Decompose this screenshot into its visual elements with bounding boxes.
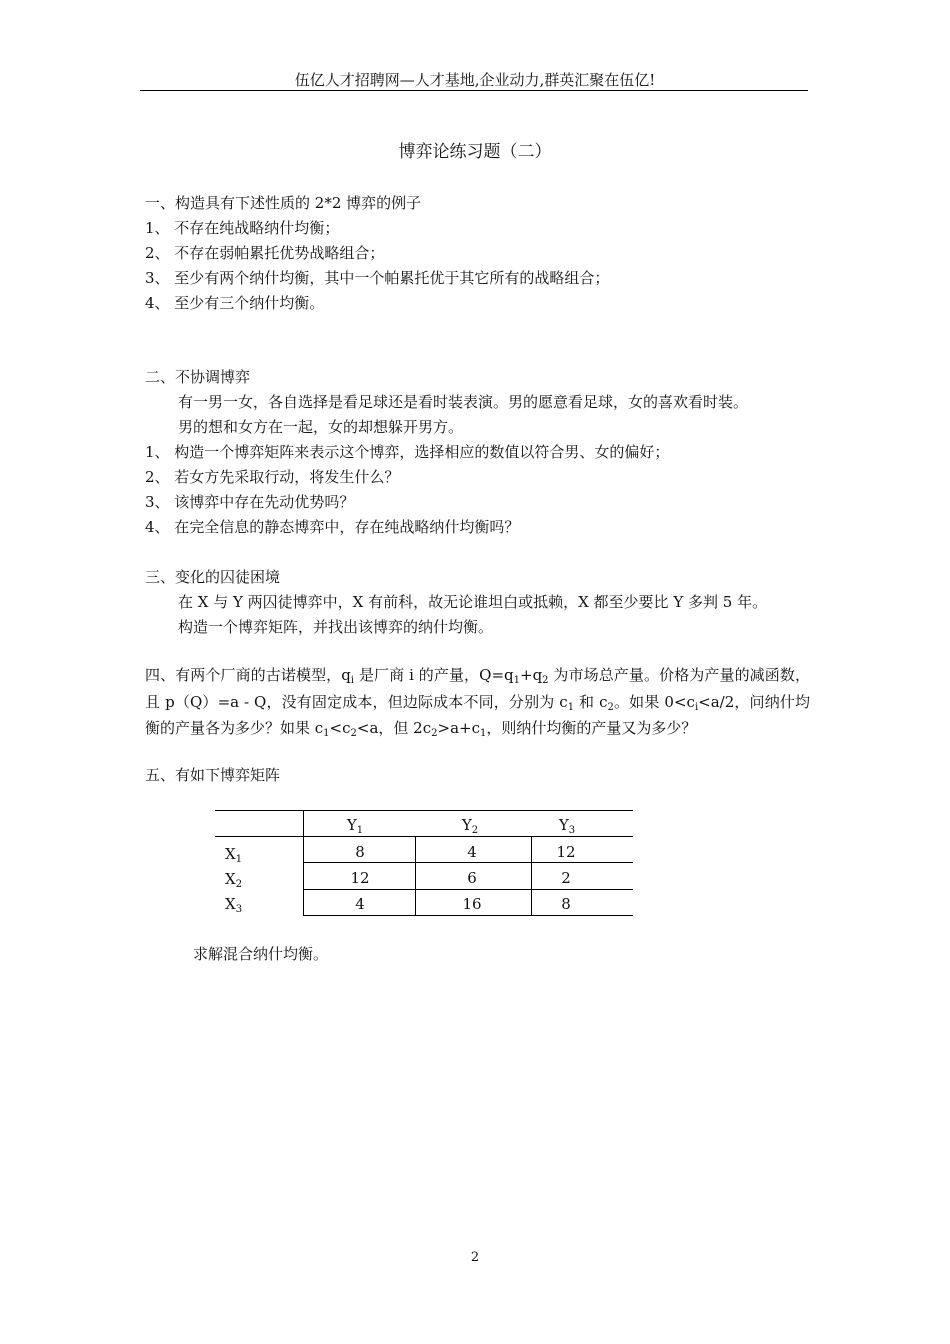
- col-header-y3-sub: 3: [568, 825, 576, 836]
- row-header-x2-base: X: [225, 870, 236, 888]
- section4-paragraph: [145, 662, 810, 742]
- section4-sub-8: 2: [350, 728, 357, 739]
- matrix-cell: 6: [467, 869, 477, 887]
- section4-sub-3: 2: [542, 675, 549, 686]
- section4-sub-10: 1: [480, 728, 487, 739]
- section5-heading: 五、有如下博弈矩阵: [145, 766, 281, 784]
- payoff-matrix: [215, 810, 633, 916]
- matrix-bottom-rule: [303, 915, 633, 916]
- matrix-header-rule: [215, 836, 633, 837]
- col-header-y1: [315, 815, 395, 835]
- row-header-x2-sub: 2: [235, 879, 243, 890]
- matrix-cell: 16: [462, 895, 482, 913]
- matrix-cell: 8: [561, 895, 571, 913]
- section2-intro-line-2: 男的想和女方在一起，女的却想躲开男方。: [178, 418, 464, 436]
- section5-footer: 求解混合纳什均衡。: [193, 945, 329, 963]
- matrix-cell: 12: [350, 869, 370, 887]
- row-header-x1: [225, 844, 242, 864]
- section1-heading: 一、构造具有下述性质的 2*2 博弈的例子: [145, 194, 422, 212]
- section1-item-3: 3、 至少有两个纳什均衡，其中一个帕累托优于其它所有的战略组合；: [145, 269, 610, 287]
- section3-line-2: 构造一个博弈矩阵，并找出该博弈的纳什均衡。: [178, 618, 494, 636]
- page-header: 伍亿人才招聘网—人才基地,企业动力,群英汇聚在伍亿!: [294, 71, 656, 89]
- page-title: 博弈论练习题（二）: [398, 142, 552, 162]
- section4-sub-9: 2: [431, 728, 438, 739]
- section2-heading: 二、不协调博弈: [145, 368, 251, 386]
- row-header-x2: [225, 869, 242, 889]
- page-number: 2: [470, 1250, 480, 1265]
- row-header-x3: [225, 894, 242, 914]
- row-header-x1-base: X: [225, 845, 236, 863]
- matrix-cell: 2: [561, 869, 571, 887]
- section1-item-1: 1、 不存在纯战略纳什均衡；: [145, 219, 340, 237]
- col-header-y2-base: Y: [461, 816, 472, 834]
- section4-text-6: 。如果 0<c: [613, 692, 695, 711]
- header-divider: [140, 90, 808, 91]
- matrix-cell: 4: [355, 895, 365, 913]
- col-header-y3-base: Y: [558, 816, 569, 834]
- col-header-y2: [430, 815, 510, 835]
- section4-text-9: <a，但 2c: [356, 719, 432, 737]
- section4-text-11: ，则纳什均衡的产量又为多少？: [486, 719, 697, 737]
- section3-heading: 三、变化的囚徒困境: [145, 568, 281, 586]
- section4-sub-2: 1: [513, 675, 520, 686]
- matrix-cell: 12: [556, 843, 576, 861]
- section4-sub-7: 1: [323, 728, 330, 739]
- matrix-column-rule: [303, 810, 304, 916]
- matrix-cell: 8: [355, 843, 365, 861]
- matrix-row-rule: [303, 862, 633, 863]
- col-header-y1-sub: 1: [356, 825, 364, 836]
- matrix-column-rule: [415, 836, 416, 916]
- section4-text-2: 是厂商 i 的产量，Q=q: [354, 666, 514, 684]
- section2-intro-line-1: 有一男一女，各自选择是看足球还是看时装表演。男的愿意看足球，女的喜欢看时装。: [178, 393, 749, 411]
- section4-text-1: 四、有两个厂商的古诺模型，q: [145, 666, 351, 684]
- row-header-x3-base: X: [225, 895, 236, 913]
- col-header-y2-sub: 2: [471, 825, 479, 836]
- section4-sub-4: 1: [567, 701, 575, 713]
- section2-item-4: 4、 在完全信息的静态博弈中，存在纯战略纳什均衡吗？: [145, 518, 520, 536]
- col-header-y1-base: Y: [346, 816, 357, 834]
- col-header-y3: [527, 815, 607, 835]
- section4-text-10: >a+c: [437, 719, 480, 737]
- section4-text-4: 为市场总产量。价格为产量的减函数，且 p（Q）=a - Q，没有固定成本，但边际成本不同，分别为 c: [145, 666, 810, 711]
- section1-item-4: 4、 至少有三个纳什均衡。: [145, 294, 325, 312]
- section4-sub-6: i: [694, 701, 699, 713]
- row-header-x1-sub: 1: [235, 854, 243, 865]
- section4-text-8: <c: [329, 719, 351, 737]
- section4-sub-5: 2: [607, 701, 614, 713]
- matrix-row-rule: [303, 889, 633, 890]
- section2-item-2: 2、 若女方先采取行动，将发生什么？: [145, 468, 400, 486]
- section1-item-2: 2、 不存在弱帕累托优势战略组合；: [145, 244, 385, 262]
- section4-sub-1: i: [350, 675, 355, 686]
- matrix-cell: 4: [467, 843, 477, 861]
- section4-text-7: <a/2，问纳什均衡的产量各为多少？如果 c: [145, 692, 811, 737]
- section3-line-1: 在 X 与 Y 两囚徒博弈中，X 有前科，故无论谁坦白或抵赖，X 都至少要比 Y 多判 5 年。: [178, 593, 768, 611]
- matrix-top-rule: [215, 810, 633, 811]
- section4-text-3: +q: [520, 666, 543, 684]
- section2-item-3: 3、 该博弈中存在先动优势吗？: [145, 493, 355, 511]
- section4-text-5: 和 c: [574, 692, 608, 711]
- row-header-x3-sub: 3: [235, 904, 243, 915]
- section2-item-1: 1、 构造一个博弈矩阵来表示这个博弈，选择相应的数值以符合男、女的偏好；: [145, 443, 670, 461]
